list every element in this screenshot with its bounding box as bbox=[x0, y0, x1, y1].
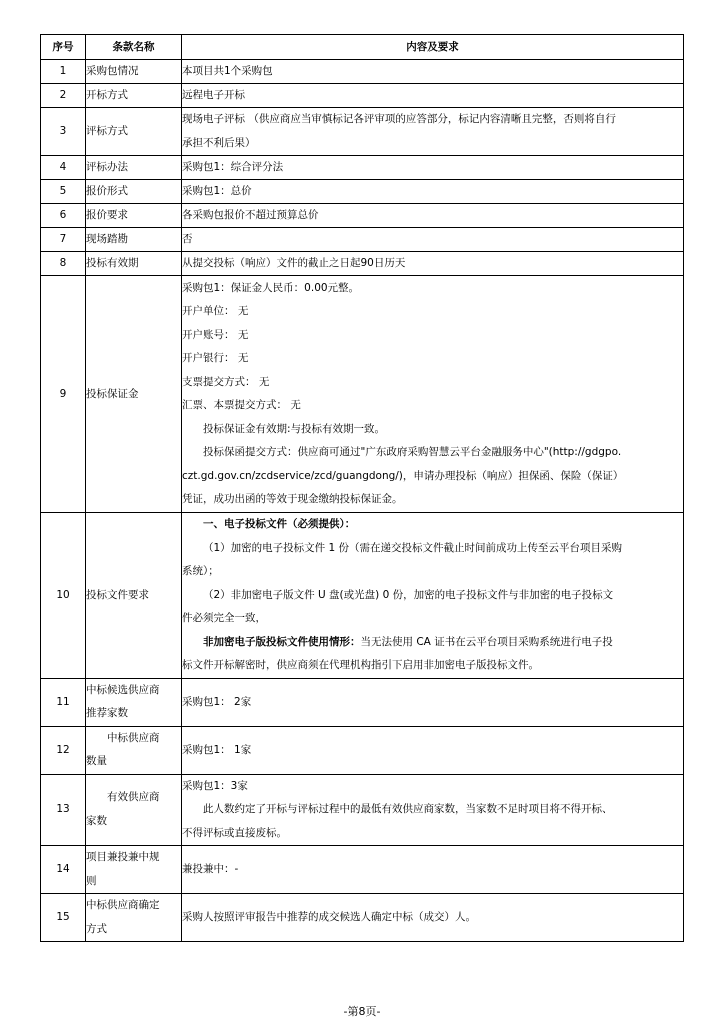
row-name: 投标保证金 bbox=[86, 276, 182, 513]
table-row bbox=[41, 846, 684, 894]
row-name bbox=[86, 774, 182, 846]
content-line: （1）加密的电子投标文件 1 份（需在递交投标文件截止时间前成功上传至云平台项目采购 bbox=[203, 541, 623, 554]
table-row bbox=[41, 276, 684, 513]
content-line: 投标保函提交方式：供应商可通过"广东政府采购智慧云平台金融服务中心"(http://gdgpo. bbox=[203, 446, 622, 458]
name-line: 则 bbox=[86, 874, 97, 887]
row-no: 15 bbox=[41, 894, 86, 942]
row-name: 现场踏勘 bbox=[86, 228, 182, 252]
row-name: 投标文件要求 bbox=[86, 513, 182, 679]
content-line: 凭证，成功出函的等效于现金缴纳投标保证金。 bbox=[182, 493, 403, 505]
table-row bbox=[41, 108, 684, 156]
row-content: 采购包1：总价 bbox=[182, 180, 684, 204]
content-line: 投标保证金有效期:与投标有效期一致。 bbox=[203, 422, 386, 435]
content-line: 承担不利后果） bbox=[182, 136, 256, 149]
table-row bbox=[41, 204, 684, 228]
row-name: 采购包情况 bbox=[86, 60, 182, 84]
name-line: 中标供应商 bbox=[107, 731, 160, 744]
name-line: 中标供应商确定 bbox=[86, 899, 160, 911]
content-line: 件必须完全一致， bbox=[182, 612, 266, 624]
row-no: 10 bbox=[41, 513, 86, 679]
row-name: 开标方式 bbox=[86, 84, 182, 108]
row-content: 采购包1： 2家 bbox=[182, 678, 684, 726]
header-name: 条款名称 bbox=[86, 35, 182, 60]
row-name bbox=[86, 846, 182, 894]
content-line: 系统）； bbox=[182, 565, 219, 577]
content-text: 当无法使用 CA 证书在云平台项目采购系统进行电子投 bbox=[360, 635, 613, 648]
content-line: 此人数约定了开标与评标过程中的最低有效供应商家数，当家数不足时项目将不得开标、 bbox=[203, 803, 613, 815]
row-content bbox=[182, 774, 684, 846]
row-no: 8 bbox=[41, 252, 86, 276]
row-no: 12 bbox=[41, 726, 86, 774]
content-line: 现场电子评标 （供应商应当审慎标记各评审项的应答部分，标记内容清晰且完整，否则将自行 bbox=[182, 113, 616, 125]
content-line: 不得评标或直接废标。 bbox=[182, 826, 287, 839]
row-no: 13 bbox=[41, 774, 86, 846]
name-line: 家数 bbox=[86, 814, 107, 827]
row-no: 1 bbox=[41, 60, 86, 84]
row-name: 评标方式 bbox=[86, 108, 182, 156]
row-no: 14 bbox=[41, 846, 86, 894]
row-no: 7 bbox=[41, 228, 86, 252]
table-row bbox=[41, 678, 684, 726]
row-content: 兼投兼中：- bbox=[182, 846, 684, 894]
row-content: 采购包1：综合评分法 bbox=[182, 156, 684, 180]
row-name: 报价要求 bbox=[86, 204, 182, 228]
row-name: 投标有效期 bbox=[86, 252, 182, 276]
row-content: 采购包1： 1家 bbox=[182, 726, 684, 774]
content-heading: 一、电子投标文件（必须提供）： bbox=[203, 518, 356, 530]
row-content bbox=[182, 513, 684, 679]
content-line: 开户银行： 无 bbox=[182, 352, 249, 364]
content-line: 开户单位： 无 bbox=[182, 305, 249, 317]
header-no: 序号 bbox=[41, 35, 86, 60]
name-line: 中标候选供应商 bbox=[86, 683, 160, 696]
row-no: 5 bbox=[41, 180, 86, 204]
row-content: 各采购包报价不超过预算总价 bbox=[182, 204, 684, 228]
table-row bbox=[41, 228, 684, 252]
row-name bbox=[86, 678, 182, 726]
row-no: 2 bbox=[41, 84, 86, 108]
row-no: 4 bbox=[41, 156, 86, 180]
row-no: 11 bbox=[41, 678, 86, 726]
content-line: 标文件开标解密时，供应商须在代理机构指引下启用非加密电子版投标文件。 bbox=[182, 659, 539, 671]
row-no: 6 bbox=[41, 204, 86, 228]
name-line: 推荐家数 bbox=[86, 707, 128, 719]
name-line: 有效供应商 bbox=[107, 791, 160, 804]
content-line: 汇票、本票提交方式： 无 bbox=[182, 399, 301, 411]
row-content: 采购人按照评审报告中推荐的成交候选人确定中标（成交）人。 bbox=[182, 894, 684, 942]
table-row bbox=[41, 60, 684, 84]
table-header-row bbox=[41, 35, 684, 60]
content-line: 支票提交方式： 无 bbox=[182, 375, 270, 388]
row-content: 否 bbox=[182, 228, 684, 252]
table-row bbox=[41, 774, 684, 846]
tender-terms-table bbox=[40, 34, 684, 942]
name-line: 方式 bbox=[86, 922, 107, 935]
table-row bbox=[41, 84, 684, 108]
table-row bbox=[41, 513, 684, 679]
row-name bbox=[86, 894, 182, 942]
table-row bbox=[41, 726, 684, 774]
row-content bbox=[182, 276, 684, 513]
row-content: 本项目共1个采购包 bbox=[182, 60, 684, 84]
name-line: 项目兼投兼中规 bbox=[86, 851, 160, 863]
table-row bbox=[41, 252, 684, 276]
content-line: czt.gd.gov.cn/zcdservice/zcd/guangdong/)，申请办理投标（响应）担保函、保险（保证） bbox=[182, 469, 624, 482]
row-content: 远程电子开标 bbox=[182, 84, 684, 108]
content-line: 采购包1：保证金人民币：0.00元整。 bbox=[182, 281, 360, 294]
row-content bbox=[182, 108, 684, 156]
table-row bbox=[41, 180, 684, 204]
bold-label: 非加密电子版投标文件使用情形： bbox=[203, 635, 361, 648]
table-row bbox=[41, 156, 684, 180]
row-no: 9 bbox=[41, 276, 86, 513]
row-name bbox=[86, 726, 182, 774]
name-line: 数量 bbox=[86, 755, 107, 767]
header-content: 内容及要求 bbox=[182, 35, 684, 60]
content-line: （2）非加密电子版文件 U 盘(或光盘) 0 份，加密的电子投标文件与非加密的电子投标文 bbox=[203, 588, 614, 601]
page-number: -第8页- bbox=[343, 1005, 381, 1018]
row-name: 报价形式 bbox=[86, 180, 182, 204]
row-name: 评标办法 bbox=[86, 156, 182, 180]
content-line bbox=[182, 631, 683, 655]
row-no: 3 bbox=[41, 108, 86, 156]
table-row bbox=[41, 894, 684, 942]
row-content: 从提交投标（响应）文件的截止之日起90日历天 bbox=[182, 252, 684, 276]
content-line: 采购包1：3家 bbox=[182, 779, 248, 792]
content-line: 开户账号： 无 bbox=[182, 328, 249, 341]
